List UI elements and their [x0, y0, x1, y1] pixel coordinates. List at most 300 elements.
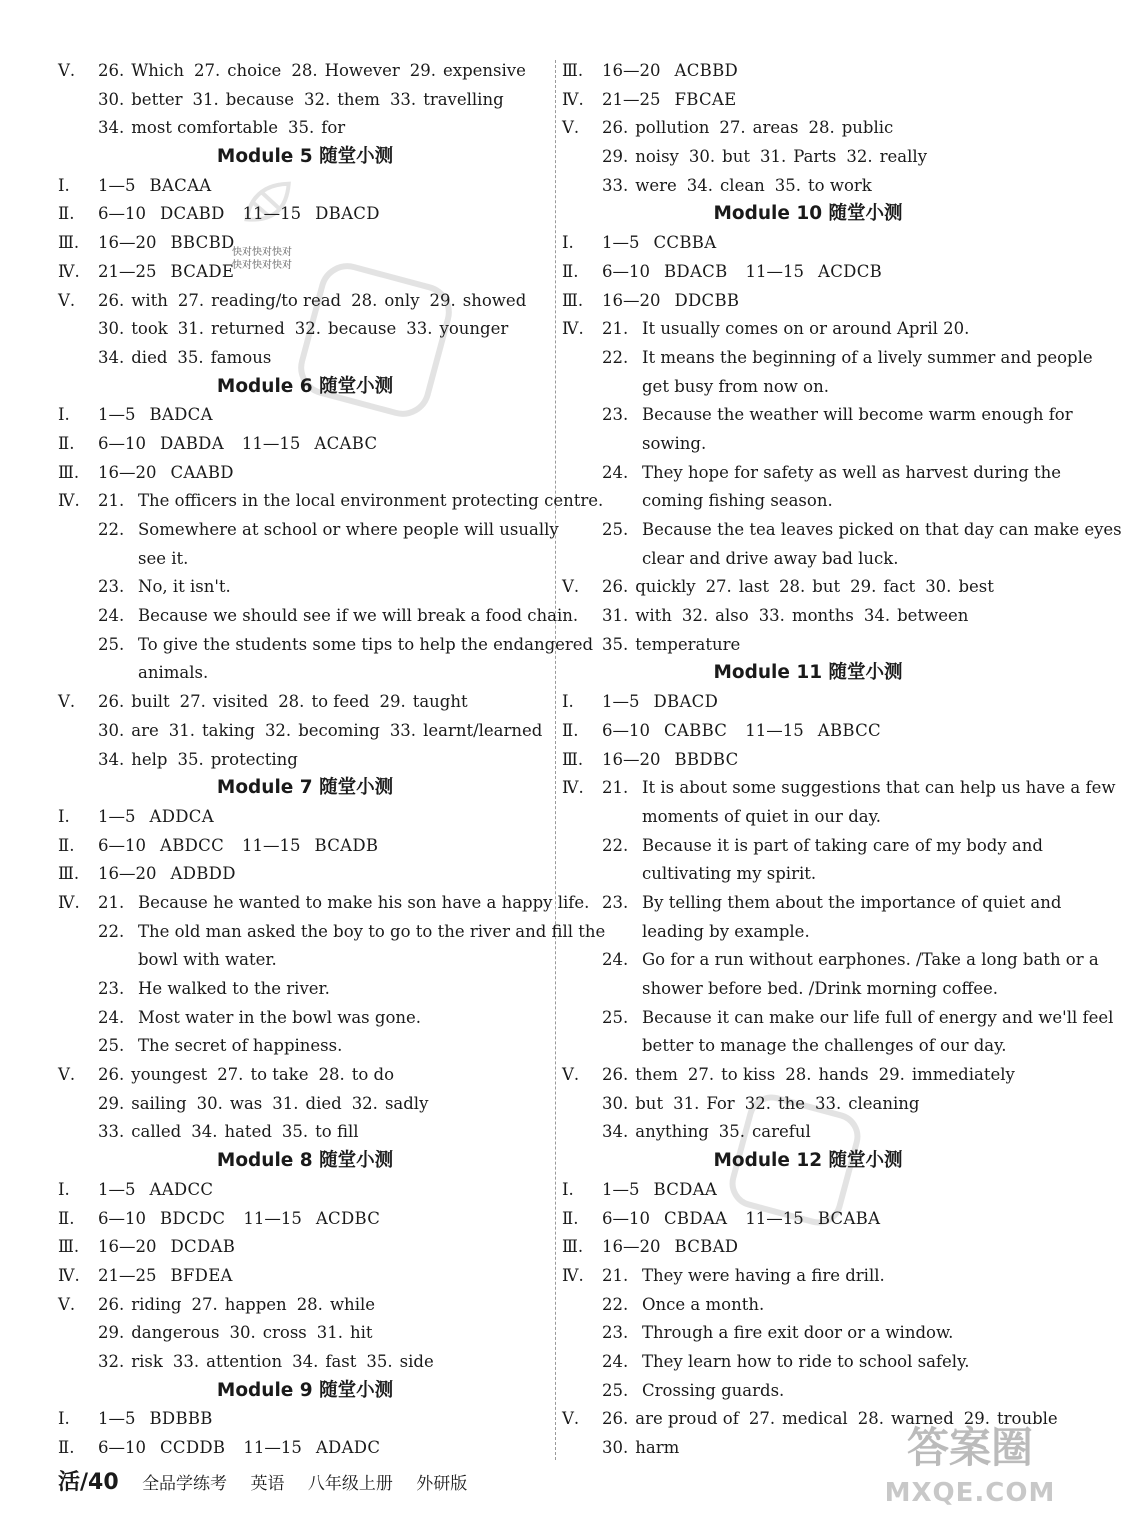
answer-group [602, 90, 736, 109]
answer-group [243, 1209, 380, 1228]
fill-item [785, 1065, 868, 1084]
section-number: Ⅳ. [58, 892, 80, 912]
answer-continuation: better to manage the challenges of our day. [642, 1036, 1007, 1056]
fill-item [98, 1122, 181, 1141]
item-number: 30. [602, 1438, 629, 1457]
item-number: 24. [602, 1351, 629, 1371]
answer-line [562, 946, 1099, 975]
answer-letters: FBCAE [674, 89, 737, 109]
question-range: 16—20 [98, 462, 157, 482]
answer-group [602, 750, 739, 769]
item-number: 24. [602, 950, 629, 970]
item-number: 34. [602, 1122, 629, 1142]
fill-item [719, 118, 798, 137]
item-answer: only [384, 290, 420, 310]
item-number: 33. [814, 1093, 842, 1113]
module-heading: Module 6 随堂小测 [216, 375, 394, 397]
item-answer: returned [211, 319, 285, 339]
answer-line [58, 1434, 552, 1463]
answer-group [98, 1180, 213, 1199]
item-number: 26. [602, 577, 629, 597]
answer-letters: BDACB [664, 261, 728, 281]
answer-line [58, 487, 604, 516]
item-number: 23. [602, 1323, 629, 1343]
item-number: 27. [217, 1065, 244, 1085]
item-answer: careful [752, 1122, 811, 1142]
item-number: 27. [719, 118, 746, 138]
item-number: 35. [366, 1351, 393, 1371]
item-answer: to do [351, 1065, 395, 1085]
item-answer: famous [210, 347, 272, 367]
answer-line [58, 573, 552, 602]
answer-letters: BADCA [149, 405, 213, 425]
answer-continuation: sowing. [642, 433, 707, 453]
section-number: Ⅰ. [58, 405, 70, 425]
answer-continuation: coming fishing season. [642, 491, 833, 511]
answer-line [562, 57, 1054, 86]
item-answer: died [131, 347, 168, 367]
item-number: 29. [409, 61, 437, 80]
item-number: 26. [98, 1294, 125, 1314]
answer-line [58, 975, 552, 1004]
item-number: 21. [98, 892, 125, 912]
item-number: 31. [192, 89, 219, 109]
module-heading: Module 12 随堂小测 [713, 1150, 903, 1172]
item-number: 28. [291, 61, 318, 80]
item-number: 28. [785, 1065, 812, 1085]
item-answer: showed [462, 290, 527, 310]
section-number: Ⅴ. [58, 1294, 76, 1314]
section-number: Ⅰ. [58, 1409, 70, 1429]
item-number: 26. [602, 118, 629, 138]
sentence-answer: They were having a fire drill. [642, 1265, 885, 1285]
fill-item [169, 721, 255, 740]
answer-letters: BCADE [170, 261, 235, 281]
item-number: 29. [98, 1323, 125, 1343]
fill-item [602, 635, 740, 654]
fill-item [291, 61, 399, 80]
item-number: 22. [602, 835, 629, 855]
question-range: 6—10 [98, 204, 146, 224]
answer-letters: ACDCB [818, 261, 883, 281]
item-number: 31. [602, 606, 629, 626]
answer-line [58, 860, 552, 889]
item-number: 21. [602, 778, 629, 798]
fill-item [879, 1065, 1015, 1084]
item-number: 23. [602, 892, 629, 912]
item-number: 33. [389, 720, 417, 740]
fill-item [602, 1065, 678, 1084]
answer-group [98, 434, 224, 453]
question-range: 11—15 [745, 261, 805, 281]
item-answer: anything [635, 1122, 709, 1142]
item-answer: visited [212, 692, 269, 712]
answer-group [98, 1438, 225, 1457]
section-number: Ⅲ. [58, 462, 80, 482]
answer-line [562, 258, 1054, 287]
sentence-answer: The old man asked the boy to go to the river and fill the [138, 921, 606, 941]
item-number: 30. [98, 720, 125, 740]
item-answer: noisy [635, 147, 679, 167]
item-answer: hated [224, 1122, 272, 1142]
answer-line [58, 631, 594, 660]
answer-group [98, 463, 234, 482]
item-number: 26. [98, 61, 125, 80]
answer-continuation: get busy from now on. [642, 376, 829, 396]
question-range: 11—15 [745, 1208, 804, 1228]
item-answer: For [706, 1093, 735, 1113]
answer-letters: ACDBC [315, 1208, 381, 1228]
item-answer: areas [752, 118, 799, 138]
item-number: 35. [288, 118, 315, 138]
page-number: 活/40 [58, 1470, 119, 1495]
answer-group [745, 721, 881, 740]
item-answer: cleaning [848, 1093, 920, 1113]
item-number: 21. [98, 491, 125, 511]
item-number: 23. [98, 577, 125, 597]
answer-letters: DCABD [160, 204, 225, 224]
answer-line [562, 516, 1122, 545]
item-number: 33. [389, 89, 417, 109]
answer-letters: BCDAA [653, 1179, 718, 1199]
answer-group [602, 721, 727, 740]
section-number: Ⅳ. [562, 89, 584, 109]
item-answer: protecting [210, 749, 298, 769]
item-number: 26. [602, 1065, 629, 1085]
section-number: Ⅴ. [562, 1065, 580, 1085]
sentence-answer: He walked to the river. [138, 979, 330, 998]
answer-line [58, 57, 552, 86]
book-title: 全品学练考 [142, 1474, 228, 1494]
answer-group [98, 1409, 213, 1428]
fill-item [759, 606, 854, 625]
site-logo [870, 1420, 1070, 1515]
sentence-answer: The secret of happiness. [138, 1036, 343, 1056]
item-number: 34. [98, 749, 125, 769]
section-number: Ⅳ. [562, 778, 584, 798]
question-range: 11—15 [242, 835, 301, 855]
fill-item [98, 1065, 207, 1084]
fill-item [98, 90, 183, 109]
item-number: 35. [718, 1122, 746, 1142]
answer-line [562, 631, 1054, 660]
item-answer: Parts [793, 147, 837, 167]
fill-item [602, 1409, 739, 1428]
logo-mark: 答案圈 [906, 1423, 1033, 1472]
item-number: 29. [850, 577, 877, 597]
fill-item [779, 577, 840, 596]
item-number: 22. [98, 921, 125, 941]
section-number: Ⅰ. [562, 692, 574, 712]
sentence-answer: By telling them about the importance of quiet and [642, 892, 1062, 912]
sentence-answer: Once a month. [642, 1294, 765, 1314]
fill-item [292, 1352, 356, 1371]
answer-group [242, 836, 378, 855]
item-number: 28. [351, 290, 378, 310]
answer-line [58, 1348, 552, 1377]
fill-item [602, 118, 709, 137]
section-number: Ⅳ. [58, 261, 80, 281]
item-number: 23. [602, 405, 629, 425]
section-number: Ⅱ. [58, 1438, 75, 1457]
module-heading: Module 11 随堂小测 [713, 662, 903, 684]
answer-letters: CAABD [170, 462, 234, 482]
item-number: 25. [602, 1007, 629, 1027]
item-number: 32. [744, 1093, 771, 1113]
answer-line [562, 1377, 1054, 1406]
item-answer: were [635, 175, 677, 195]
section-number: Ⅱ. [562, 1208, 579, 1228]
answer-group [602, 1209, 727, 1228]
sentence-answer: Somewhere at school or where people will usually [138, 520, 559, 539]
item-number: 29. [98, 1093, 125, 1113]
question-range: 16—20 [602, 1237, 661, 1257]
answer-letters: ADADC [315, 1438, 381, 1457]
section-number: Ⅴ. [562, 118, 580, 138]
item-answer: called [131, 1122, 182, 1142]
item-number: 35. [177, 347, 204, 367]
item-answer: risk [131, 1351, 163, 1371]
item-answer: died [305, 1093, 342, 1113]
item-answer: help [131, 749, 168, 769]
fill-item [850, 577, 915, 596]
item-answer: took [131, 319, 168, 339]
item-number: 25. [602, 520, 629, 539]
sentence-answer: It is about some suggestions that can help us have a few [642, 778, 1116, 798]
section-number: Ⅰ. [58, 806, 70, 826]
question-range: 1—5 [98, 175, 136, 195]
carrot-watermark-icon [222, 160, 312, 250]
question-range: 11—15 [241, 433, 301, 453]
item-answer: cross [262, 1323, 307, 1343]
question-range: 16—20 [98, 233, 157, 253]
answer-continuation: moments of quiet in our day. [642, 806, 881, 826]
sentence-answer: Because we should see if we will break a food chain. [138, 606, 579, 626]
item-answer: medical [782, 1409, 848, 1429]
section-number: Ⅳ. [562, 319, 584, 339]
answer-line [562, 86, 1054, 115]
answer-line [562, 315, 1054, 344]
sentence-answer: Because the tea leaves picked on that day can make eyes [642, 520, 1122, 539]
section-number: Ⅴ. [58, 1065, 76, 1085]
item-number: 35. [774, 175, 802, 195]
answer-line [562, 573, 1054, 602]
answer-line [58, 1061, 552, 1090]
fill-item [288, 118, 345, 137]
answer-letters: BFDEA [170, 1265, 233, 1285]
section-number: Ⅱ. [58, 835, 75, 855]
page-footer [58, 1466, 485, 1500]
fill-item [98, 118, 278, 137]
section-number: Ⅲ. [58, 864, 80, 884]
answer-group [98, 1266, 233, 1285]
section-number: Ⅱ. [562, 261, 579, 281]
fill-item [98, 61, 184, 80]
answer-letters: DDCBB [674, 290, 740, 310]
answer-line [562, 143, 1054, 172]
item-number: 28. [278, 692, 305, 712]
item-answer: becoming [298, 720, 380, 740]
answer-group [602, 692, 718, 711]
answer-letters: ADBDD [170, 864, 236, 884]
item-number: 32. [846, 147, 873, 167]
item-number: 33. [172, 1351, 200, 1371]
fill-item [180, 692, 269, 711]
question-range: 16—20 [602, 290, 661, 310]
item-answer: better [131, 89, 183, 109]
answer-letters: CCBBA [653, 233, 717, 253]
answer-continuation: shower before bed. /Drink morning coffee. [642, 979, 998, 998]
answer-group [602, 291, 739, 310]
sentence-answer: It means the beginning of a lively summer and people [642, 347, 1093, 367]
item-number: 22. [602, 347, 629, 367]
section-number: Ⅴ. [58, 61, 76, 80]
answer-line [58, 1118, 552, 1147]
answer-line [58, 1090, 552, 1119]
answer-letters: DCDAB [170, 1237, 236, 1257]
answer-letters: BCADB [314, 835, 379, 855]
fill-item [808, 118, 893, 137]
section-number: Ⅲ. [58, 1237, 80, 1257]
section-number: Ⅱ. [58, 204, 75, 224]
fill-item [191, 1122, 272, 1141]
fill-item [98, 1094, 187, 1113]
item-number: 34. [191, 1122, 218, 1142]
answer-group [98, 405, 213, 424]
item-number: 27. [179, 692, 206, 712]
item-number: 21. [602, 319, 629, 339]
fill-item [194, 61, 281, 80]
grade-label: 八年级上册 [307, 1474, 393, 1494]
item-answer: sailing [131, 1093, 187, 1113]
fill-item [864, 606, 969, 625]
sentence-answer: They hope for safety as well as harvest during the [642, 462, 1062, 482]
section-number: Ⅱ. [58, 1208, 75, 1228]
right-column [562, 57, 1122, 1463]
sentence-answer: To give the students some tips to help the endangered [138, 634, 594, 654]
item-answer: pollution [635, 118, 710, 138]
item-answer: them [635, 1065, 678, 1085]
fill-item [265, 721, 380, 740]
fill-item [98, 291, 168, 310]
answer-continuation: bowl with water. [138, 950, 277, 970]
section-number: Ⅰ. [58, 1179, 70, 1199]
fill-item [687, 176, 765, 195]
question-range: 11—15 [242, 204, 302, 224]
fill-item [749, 1409, 848, 1428]
sentence-answer: Because it can make our life full of energy and we'll feel [642, 1007, 1114, 1027]
item-number: 32. [681, 606, 709, 626]
item-number: 21. [602, 1265, 629, 1285]
answer-line [58, 1205, 552, 1234]
item-answer: taking [202, 720, 255, 740]
answer-group [98, 262, 234, 281]
answer-line [562, 114, 1054, 143]
item-number: 25. [98, 634, 125, 654]
item-answer: happen [224, 1294, 287, 1314]
fill-item [317, 1323, 373, 1342]
fill-item [98, 721, 159, 740]
answer-continuation: cultivating my spirit. [642, 864, 817, 884]
subject-label: 英语 [250, 1474, 285, 1494]
fill-item [98, 319, 168, 338]
answer-letters: DABDA [160, 433, 224, 453]
fill-item [390, 721, 543, 740]
question-range: 21—25 [98, 261, 157, 281]
answer-line [58, 86, 552, 115]
answer-line [562, 688, 1054, 717]
item-answer: fact [883, 577, 916, 597]
module-heading: Module 9 随堂小测 [216, 1379, 394, 1401]
answer-group [98, 1209, 225, 1228]
question-range: 1—5 [98, 1409, 136, 1429]
item-number: 33. [758, 606, 785, 626]
item-answer: learnt/learned [423, 720, 543, 740]
answer-group [602, 1180, 717, 1199]
item-answer: but [812, 577, 841, 597]
item-number: 27. [191, 1294, 218, 1314]
answer-line [562, 602, 1054, 631]
answer-line [58, 602, 579, 631]
item-answer: public [841, 118, 894, 138]
section-number: Ⅲ. [562, 1237, 584, 1257]
fill-item [366, 1352, 433, 1371]
fill-item [760, 147, 836, 166]
section-number: Ⅲ. [58, 233, 80, 253]
answer-line [562, 287, 1054, 316]
fill-item [177, 348, 271, 367]
item-number: 34. [686, 175, 714, 195]
answer-group [98, 204, 225, 223]
section-number: Ⅴ. [562, 1409, 580, 1429]
answer-line [562, 889, 1062, 918]
edition-label: 外研版 [416, 1474, 468, 1494]
item-number: 28. [318, 1065, 345, 1085]
section-number: Ⅲ. [562, 290, 584, 310]
question-range: 6—10 [602, 261, 650, 281]
item-number: 33. [602, 175, 629, 195]
answer-line [562, 1348, 1054, 1377]
item-number: 24. [98, 1007, 125, 1027]
answer-line [562, 229, 1054, 258]
item-answer: However [324, 61, 400, 80]
fill-item [272, 1094, 341, 1113]
section-number: Ⅰ. [562, 233, 574, 253]
sentence-answer: They learn how to ride to school safely. [642, 1351, 970, 1371]
item-number: 30. [98, 319, 125, 339]
answer-group [98, 176, 212, 195]
item-number: 32. [98, 1351, 125, 1371]
answer-line [562, 344, 1093, 373]
stamp-text: 快对快对快对 快对快对快对 [232, 247, 292, 271]
item-answer: months [791, 606, 854, 626]
answer-line [58, 1405, 552, 1434]
fill-item [98, 692, 170, 711]
fill-item [178, 319, 285, 338]
question-range: 21—25 [602, 89, 661, 109]
item-answer: the [777, 1093, 805, 1113]
answer-line [562, 1291, 1054, 1320]
item-answer: to work [808, 175, 872, 195]
shield-watermark-icon [290, 255, 460, 425]
item-answer: dangerous [131, 1323, 220, 1343]
item-number: 30. [229, 1323, 256, 1343]
answer-letters: ABDCC [160, 835, 225, 855]
item-number: 29. [379, 692, 406, 712]
column-divider [555, 60, 556, 1460]
item-number: 27. [748, 1409, 776, 1429]
item-number: 34. [98, 347, 125, 367]
